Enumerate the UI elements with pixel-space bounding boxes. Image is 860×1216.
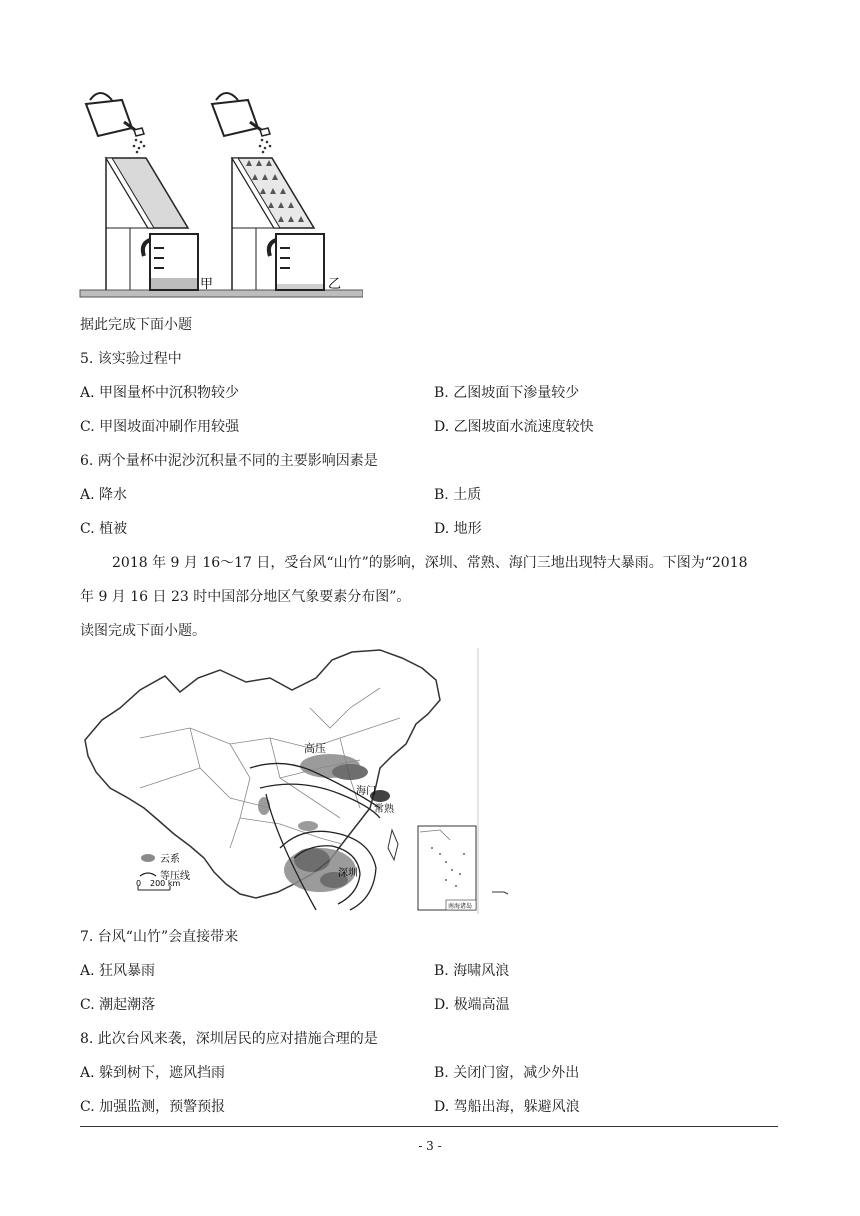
q5-option-b: B. 乙图坡面下渗量较少 [434,385,580,401]
legend-isobar-label: 等压线 [160,871,190,882]
q7-option-b: B. 海啸风浪 [434,963,510,979]
inset-caption: 南海诸岛 [448,903,473,910]
scale-km: 200 km [150,879,181,888]
intro-text: 据此完成下面小题 [80,317,192,333]
passage-line-3: 读图完成下面小题。 [80,623,206,639]
measuring-cup-right [269,234,324,290]
q6-option-b: B. 土质 [434,487,482,503]
china-outline [85,650,440,898]
passage-line-1: 2018 年 9 月 16～17 日，受台风“山竹”的影响，深圳、常熟、海门三地出现特大暴雨。下图为“2018 [112,555,748,571]
q5-option-d: D. 乙图坡面水流速度较快 [434,419,594,435]
question-6-stem: 6. 两个量杯中泥沙沉积量不同的主要影响因素是 [80,453,378,469]
scale-zero: 0 [136,879,142,888]
label-high-pressure: 高压 [304,742,326,755]
q5-option-a: A. 甲图量杯中沉积物较少 [80,385,240,401]
q7-option-c: C. 潮起潮落 [80,997,156,1013]
q6-option-a: A. 降水 [80,487,128,503]
label-changshu: 常熟 [374,804,394,815]
q8-option-d: D. 驾船出海，躲避风浪 [434,1099,580,1115]
map-legend [136,852,190,890]
q6-option-d: D. 地形 [434,521,482,537]
experiment-figure [78,82,363,304]
label-yi: 乙 [328,277,342,292]
q8-option-b: B. 关闭门窗，减少外出 [434,1065,580,1081]
page-number: - 3 - [418,1139,442,1153]
weather-map [80,648,520,914]
watering-can-right-icon [212,93,271,153]
watering-can-left-icon [86,93,145,153]
passage-line-2: 年 9 月 16 日 23 时中国部分地区气象要素分布图”。 [80,589,411,605]
label-haimen: 海门 [356,786,376,797]
footer-divider [80,1126,778,1127]
question-8-stem: 8. 此次台风来袭，深圳居民的应对措施合理的是 [80,1031,378,1047]
question-5-stem: 5. 该实验过程中 [80,351,182,367]
q5-option-c: C. 甲图坡面冲刷作用较强 [80,419,240,435]
label-jia: 甲 [200,277,214,292]
q7-option-a: A. 狂风暴雨 [80,963,156,979]
south-china-sea-inset [418,826,476,910]
question-7-stem: 7. 台风“山竹”会直接带来 [80,929,239,945]
legend-cloud-label: 云系 [160,854,180,865]
label-shenzhen: 深圳 [338,868,358,879]
q8-option-c: C. 加强监测，预警预报 [80,1099,226,1115]
q6-option-c: C. 植被 [80,521,128,537]
measuring-cup-left [143,234,198,290]
q7-option-d: D. 极端高温 [434,997,510,1013]
q8-option-a: A. 躲到树下，遮风挡雨 [80,1065,226,1081]
